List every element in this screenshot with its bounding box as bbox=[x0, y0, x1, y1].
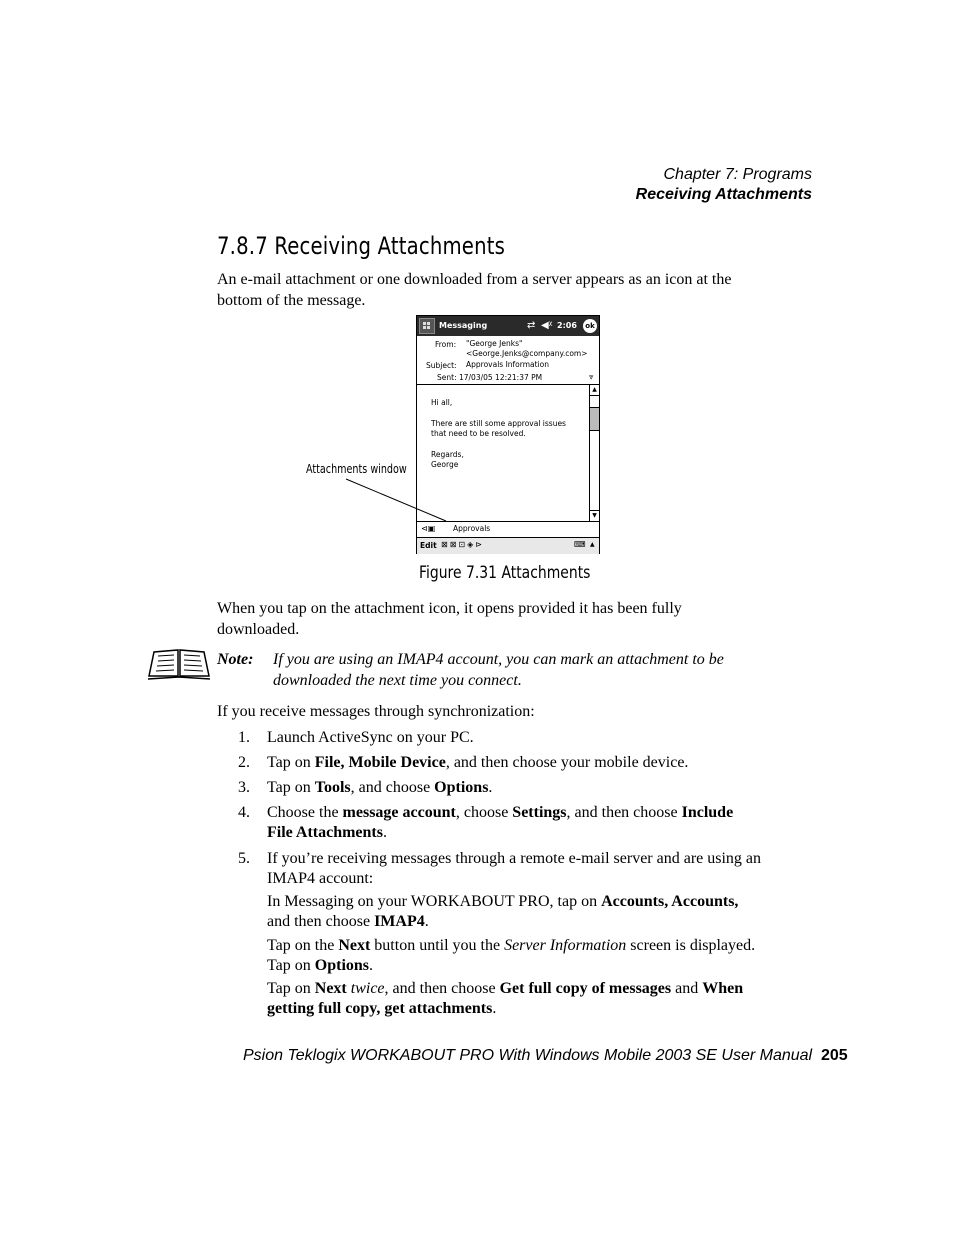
intro-line: bottom of the message. bbox=[217, 292, 366, 309]
intro-paragraph bbox=[217, 269, 731, 311]
step-text: In Messaging on your WORKABOUT PRO, tap on Accounts, Accounts, and then choose IMAP4. bbox=[267, 893, 739, 930]
step-text: If you’re receiving messages through a remote e-mail server and are using an IMAP4 account: bbox=[267, 850, 762, 887]
title-bar bbox=[417, 316, 599, 336]
message-scrollbar[interactable] bbox=[589, 385, 599, 521]
intro-line: An e-mail attachment or one downloaded from a server appears as an icon at the bbox=[217, 271, 732, 288]
from-email: <George.Jenks@company.com> bbox=[466, 349, 588, 358]
ok-button[interactable]: ok bbox=[583, 319, 597, 333]
step-text: Tap on the Next button until you the Server Information screen is displayed. Tap on Options. bbox=[267, 937, 756, 974]
step-number: 1. bbox=[238, 729, 250, 746]
sync-intro: If you receive messages through synchronization: bbox=[217, 703, 535, 720]
callout-line bbox=[340, 475, 450, 525]
running-header-section: Receiving Attachments bbox=[635, 186, 812, 203]
step-text: Tap on Tools, and choose Options. bbox=[267, 779, 493, 796]
callout-label: Attachments window bbox=[306, 462, 407, 476]
edit-menu[interactable]: Edit bbox=[420, 541, 437, 550]
app-title: Messaging bbox=[439, 321, 488, 330]
paragraph-line: downloaded. bbox=[217, 621, 300, 638]
attachment-name[interactable]: Approvals bbox=[453, 524, 491, 533]
input-selector-icon[interactable]: ▲ bbox=[590, 541, 595, 548]
toolbar-icons[interactable]: ⊠⊠⊡◈⊳ bbox=[441, 540, 484, 549]
note-line: If you are using an IMAP4 account, you can mark an attachment to be bbox=[273, 651, 724, 668]
step-text: Tap on Next twice, and then choose Get full copy of messages and When getting full copy, get attachments. bbox=[267, 980, 744, 1017]
note-label: Note: bbox=[217, 651, 254, 668]
note-text bbox=[273, 649, 724, 691]
step-number: 5. bbox=[238, 850, 250, 867]
step-text: Launch ActiveSync on your PC. bbox=[267, 729, 474, 746]
figure-caption: Figure 7.31 Attachments bbox=[419, 563, 591, 583]
body-line: Regards, bbox=[431, 450, 464, 459]
step-number: 4. bbox=[238, 804, 250, 821]
step-text: Tap on File, Mobile Device, and then choose your mobile device. bbox=[267, 754, 689, 771]
running-header-chapter: Chapter 7: Programs bbox=[663, 166, 812, 183]
note-line: downloaded the next time you connect. bbox=[273, 672, 522, 689]
volume-icon[interactable]: ◀ᵡ bbox=[541, 320, 553, 331]
section-heading: 7.8.7 Receiving Attachments bbox=[217, 232, 506, 260]
expand-header-icon[interactable]: ⩔ bbox=[589, 372, 594, 381]
subject-label: Subject: bbox=[426, 361, 457, 370]
clock[interactable]: 2:06 bbox=[557, 321, 577, 330]
keyboard-icon[interactable]: ⌨ bbox=[574, 540, 586, 549]
menu-bar bbox=[417, 537, 599, 554]
body-line: George bbox=[431, 460, 459, 469]
book-icon bbox=[146, 646, 212, 682]
attachment-open-paragraph bbox=[217, 598, 682, 640]
step-number: 2. bbox=[238, 754, 250, 771]
header-divider bbox=[417, 384, 599, 385]
scroll-down-icon[interactable]: ▼ bbox=[590, 510, 599, 521]
body-line: There are still some approval issues bbox=[431, 419, 566, 428]
sent-date: Sent: 17/03/05 12:21:37 PM bbox=[437, 373, 543, 382]
step-number: 3. bbox=[238, 779, 250, 796]
subject-value: Approvals Information bbox=[466, 360, 549, 369]
scroll-thumb[interactable] bbox=[590, 407, 599, 431]
body-line: that need to be resolved. bbox=[431, 429, 526, 438]
attachment-paperclip-icon[interactable]: ⊲▣ bbox=[421, 524, 436, 533]
page-number: 205 bbox=[821, 1047, 848, 1064]
windows-start-icon[interactable] bbox=[419, 318, 435, 334]
connectivity-icon[interactable]: ⇄ bbox=[527, 320, 536, 331]
paragraph-line: When you tap on the attachment icon, it opens provided it has been fully bbox=[217, 600, 682, 617]
footer-title: Psion Teklogix WORKABOUT PRO With Windows Mobile 2003 SE User Manual bbox=[243, 1047, 813, 1064]
page-footer bbox=[243, 1047, 848, 1065]
body-line: Hi all, bbox=[431, 398, 453, 407]
scroll-up-icon[interactable]: ▲ bbox=[590, 385, 599, 396]
from-name: "George Jenks" bbox=[466, 339, 523, 348]
steps-list bbox=[238, 728, 798, 1028]
from-label: From: bbox=[435, 340, 457, 349]
message-body bbox=[431, 398, 581, 470]
step-text: Choose the message account, choose Settings, and then choose Include File Attachments. bbox=[267, 804, 734, 841]
